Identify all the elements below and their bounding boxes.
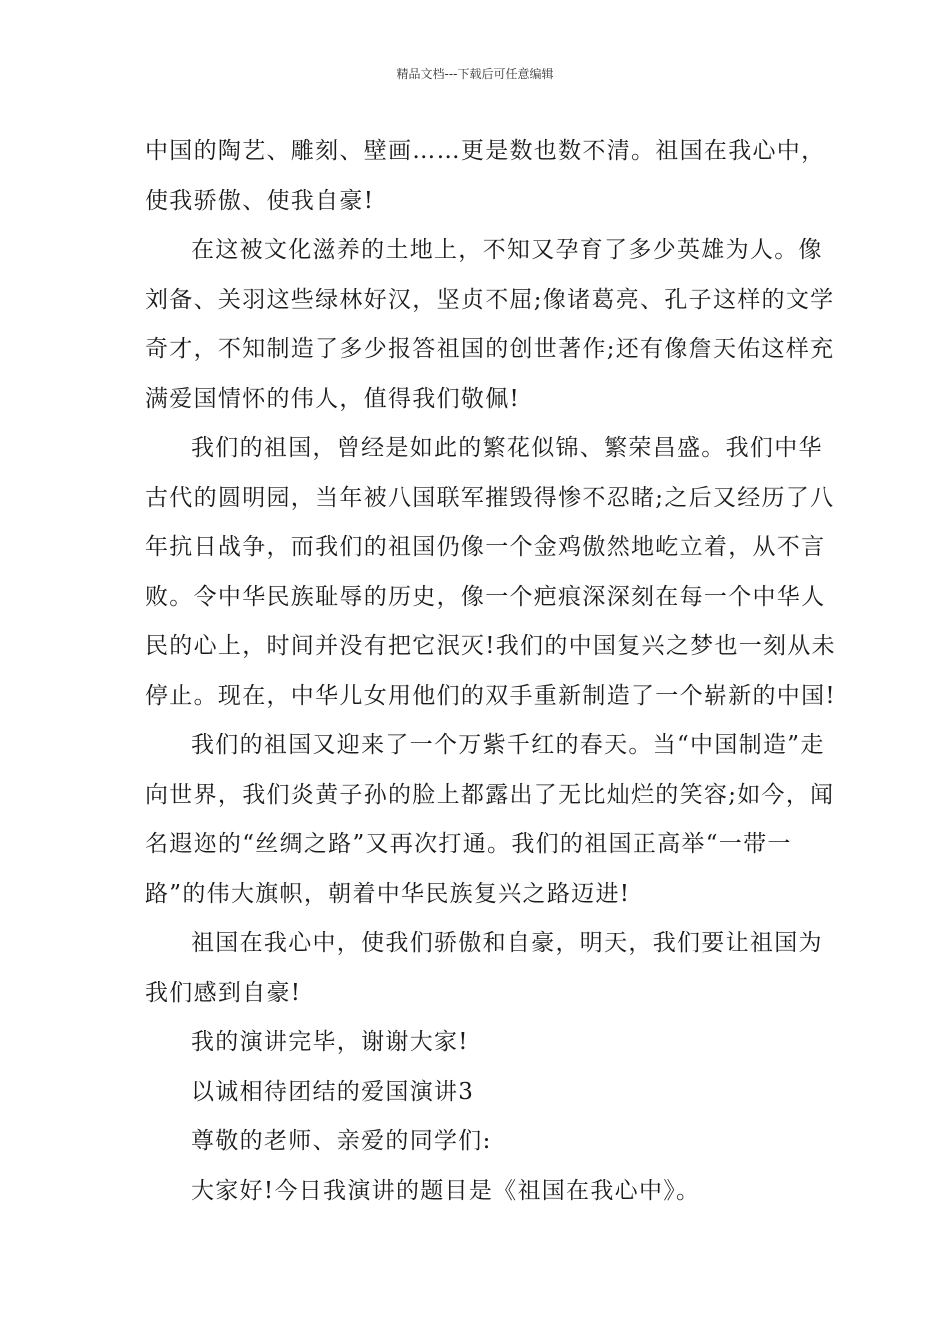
opening-line: 大家好!今日我演讲的题目是《祖国在我心中》。: [191, 1177, 701, 1204]
closing-line: 我的演讲完毕，谢谢大家!: [191, 1029, 469, 1055]
paragraph: 祖国在我心中，使我们骄傲和自豪，明天，我们要让祖国为我们感到自豪!: [145, 930, 823, 1006]
paragraph: 在这被文化滋养的土地上，不知又孕育了多少英雄为人。像刘备、关羽这些绿林好汉，坚贞不屈;像诸葛亮、孔子这样的文学奇才，不知制造了多少报答祖国的创世著作;还有像詹天佑这样充满爱国情怀的伟人，值得我们敬佩!: [145, 237, 835, 412]
page-header: 精品文档---下载后可任意编辑: [396, 67, 554, 81]
section-title: 以诚相待团结的爱国演讲3: [191, 1078, 475, 1105]
paragraph: 中国的陶艺、雕刻、壁画……更是数也数不清。祖国在我心中，使我骄傲、使我自豪!: [145, 138, 826, 214]
document-body: [145, 127, 845, 1216]
salutation: 尊敬的老师、亲爱的同学们:: [191, 1128, 492, 1154]
paragraph: 我们的祖国，曾经是如此的繁花似锦、繁荣昌盛。我们中华古代的圆明园，当年被八国联军摧毁得惨不忍睹;之后又经历了八年抗日战争，而我们的祖国仍像一个金鸡傲然地屹立着，从不言败。令中华民族耻辱的历史，像一个疤痕深深刻在每一个中华人民的心上，时间并没有把它泯灭!我们的中国复兴之梦也一刻从未停止。现在，中华儿女用他们的双手重新制造了一个崭新的中国!: [145, 435, 836, 709]
paragraph: 我们的祖国又迎来了一个万紫千红的春天。当“中国制造”走向世界，我们炎黄子孙的脸上都露出了无比灿烂的笑容;如今，闻名遐迩的“丝绸之路”又再次打通。我们的祖国正高举“一带一路”的伟大旗帜，朝着中华民族复兴之路迈进!: [145, 732, 835, 907]
